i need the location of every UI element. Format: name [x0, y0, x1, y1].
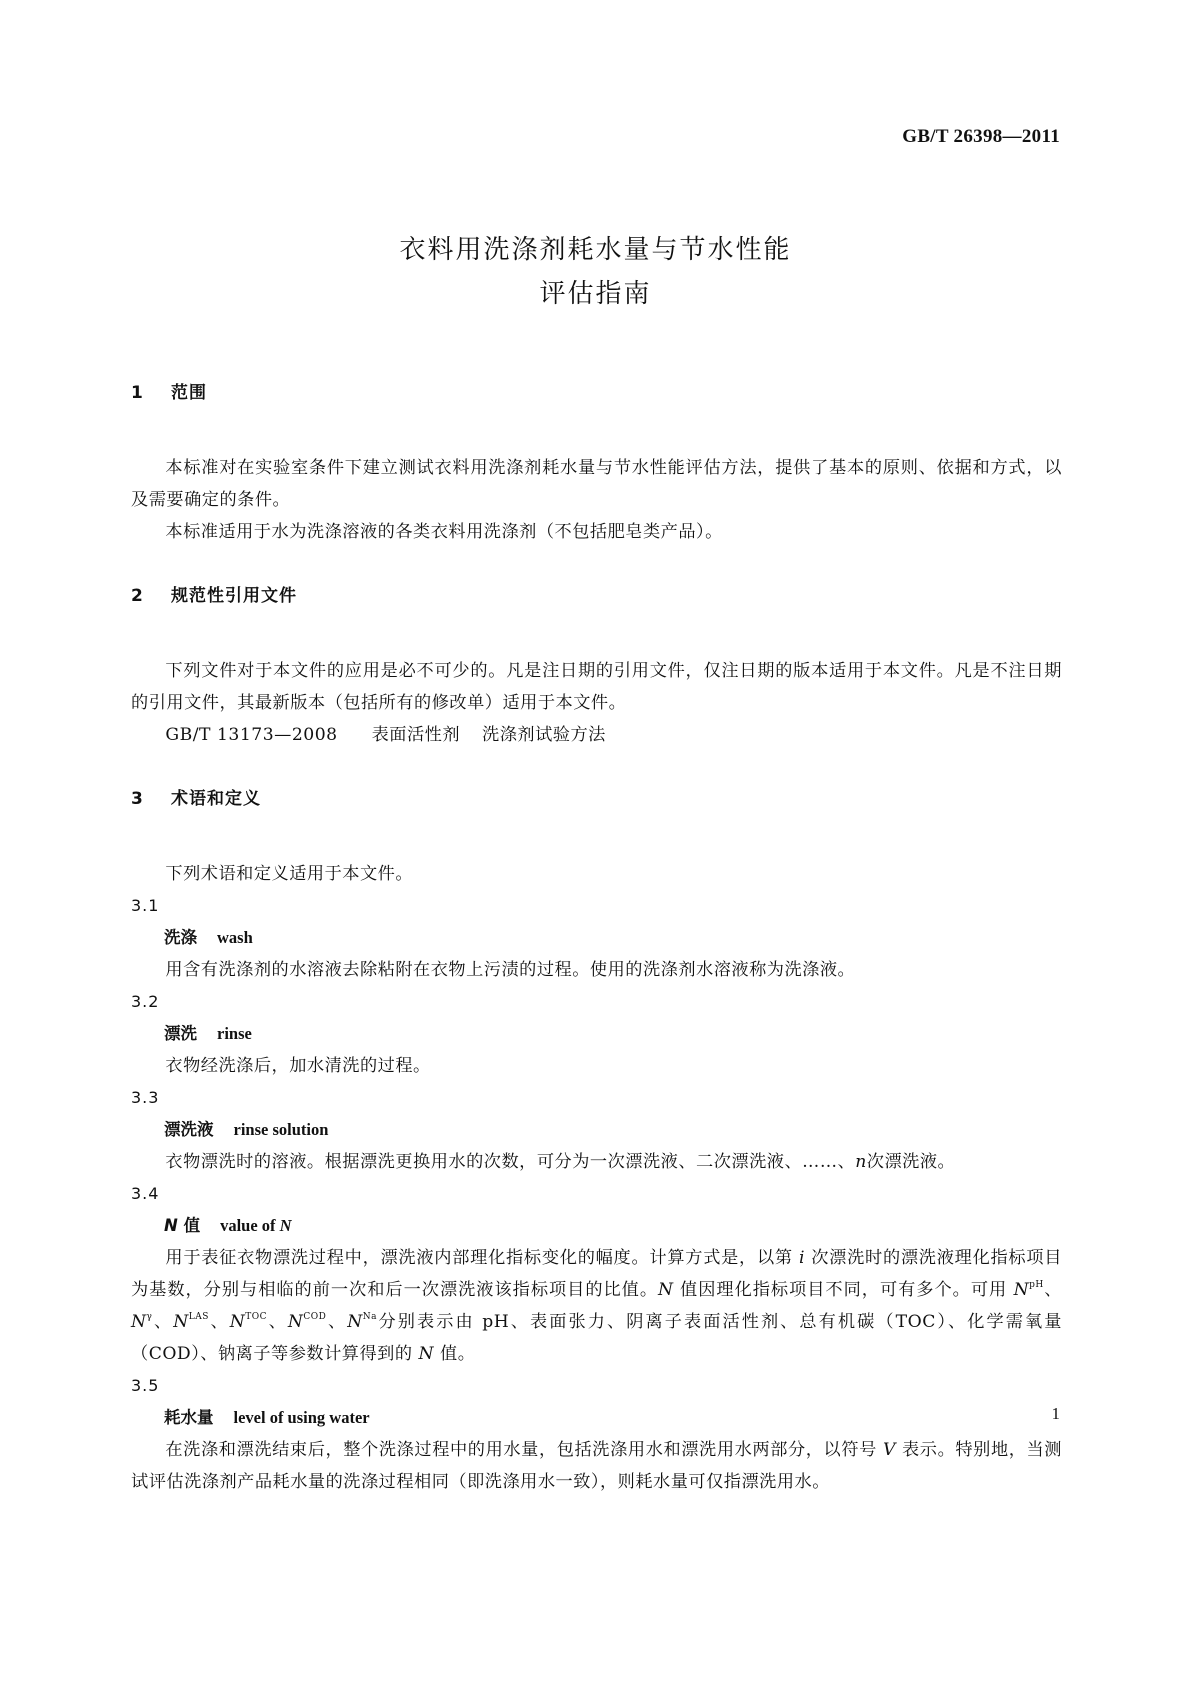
term-english-symbol: N — [279, 1216, 292, 1235]
reference-entry — [131, 719, 1062, 751]
clause-number: 3.3 — [131, 1088, 160, 1107]
term-definition — [131, 1242, 1062, 1370]
term-chinese: 洗涤 — [164, 928, 197, 947]
definition-text: 表示。特别地，当测试评估洗涤剂产品耗水量的洗涤过程相同（即洗涤用水一致），则耗水量可仅指漂洗用水。 — [131, 1440, 1062, 1492]
term-heading — [131, 1210, 1062, 1242]
term-english: rinse solution — [233, 1120, 329, 1139]
document-body — [131, 377, 1062, 1498]
term-chinese: 耗水量 — [164, 1408, 214, 1427]
term-heading — [131, 922, 1062, 954]
section-number: 1 — [131, 383, 144, 403]
definition-text: 值因理化指标项目不同，可有多个。可用 — [680, 1280, 1008, 1300]
terms-intro: 下列术语和定义适用于本文件。 — [165, 864, 414, 884]
definition-text: 值。 — [440, 1344, 476, 1364]
section-heading-scope — [131, 377, 1062, 409]
section-number: 3 — [131, 789, 144, 809]
term-definition — [131, 1434, 1062, 1498]
definition-text: 次漂洗时的漂洗液理化指标项目为基数，分别与相临的前一次和后一次漂洗液该指标项目的比值。 — [131, 1248, 1062, 1300]
term-english — [220, 1216, 292, 1235]
symbol-list: $N^{pH}$、$N^\gamma$、$N^{LAS}$、$N^{TOC}$、$N^{COD}$、$N^{Na}$ — [131, 1280, 1062, 1332]
section-heading-terms — [131, 783, 1062, 815]
page-number: 1 — [1051, 1404, 1060, 1423]
scope-paragraph-1: 本标准对在实验室条件下建立测试衣料用洗涤剂耗水量与节水性能评估方法，提供了基本的原则、依据和方式，以及需要确定的条件。 — [131, 458, 1062, 510]
variable-N: N — [418, 1344, 435, 1364]
title-line-2: 评估指南 — [539, 279, 652, 309]
definition-text: 分别表示由 pH、表面张力、阴离子表面活性剂、总有机碳（TOC）、化学需氧量（COD）、钠离子等参数计算得到的 — [131, 1312, 1062, 1364]
term-chinese: 漂洗 — [164, 1024, 197, 1043]
term-chinese: 漂洗液 — [164, 1120, 214, 1139]
term-english: wash — [217, 928, 253, 947]
term-definition: 衣物经洗涤后，加水清洗的过程。 — [165, 1056, 431, 1076]
clause-number: 3.2 — [131, 992, 160, 1011]
section-title: 规范性引用文件 — [171, 586, 297, 606]
standard-code: GB/T 26398—2011 — [902, 126, 1060, 147]
document-title — [0, 228, 1191, 316]
variable-N: N — [658, 1280, 674, 1300]
term-english-text: value of — [220, 1216, 276, 1235]
definition-text: 用于表征衣物漂洗过程中，漂洗液内部理化指标变化的幅度。计算方式是，以第 — [165, 1248, 793, 1268]
term-heading — [131, 1402, 1062, 1434]
term-heading — [131, 1018, 1062, 1050]
term-definition: 用含有洗涤剂的水溶液去除粘附在衣物上污渍的过程。使用的洗涤剂水溶液称为洗涤液。 — [165, 960, 856, 980]
section-number: 2 — [131, 586, 144, 606]
variable-n: n — [855, 1152, 867, 1172]
variable-V: V — [883, 1440, 896, 1460]
scope-paragraph-2: 本标准适用于水为洗涤溶液的各类衣料用洗涤剂（不包括肥皂类产品）。 — [165, 522, 723, 542]
clause-number: 3.4 — [131, 1184, 160, 1203]
reference-title-part-1: 表面活性剂 — [371, 725, 461, 745]
definition-text: 次漂洗液。 — [866, 1152, 956, 1172]
clause-number: 3.5 — [131, 1376, 160, 1395]
term-definition — [131, 1146, 1062, 1178]
section-title: 术语和定义 — [171, 789, 261, 809]
clause-number: 3.1 — [131, 896, 160, 915]
reference-code: GB/T 13173—2008 — [165, 725, 338, 745]
term-english: level of using water — [233, 1408, 370, 1427]
definition-text: 衣物漂洗时的溶液。根据漂洗更换用水的次数，可分为一次漂洗液、二次漂洗液、……、 — [165, 1152, 856, 1172]
section-heading-normative-references — [131, 580, 1062, 612]
title-line-1: 衣料用洗涤剂耗水量与节水性能 — [399, 235, 792, 265]
term-chinese — [164, 1216, 200, 1235]
term-symbol: N — [164, 1216, 178, 1235]
definition-text: 在洗涤和漂洗结束后，整个洗涤过程中的用水量，包括洗涤用水和漂洗用水两部分，以符号 — [165, 1440, 877, 1460]
term-english: rinse — [217, 1024, 252, 1043]
variable-i: i — [799, 1248, 806, 1268]
term-heading — [131, 1114, 1062, 1146]
section-title: 范围 — [171, 383, 207, 403]
term-chinese-text: 值 — [183, 1216, 201, 1235]
references-paragraph: 下列文件对于本文件的应用是必不可少的。凡是注日期的引用文件，仅注日期的版本适用于本文件。凡是不注日期的引用文件，其最新版本（包括所有的修改单）适用于本文件。 — [131, 661, 1062, 713]
reference-title-part-2: 洗涤剂试验方法 — [482, 725, 606, 745]
